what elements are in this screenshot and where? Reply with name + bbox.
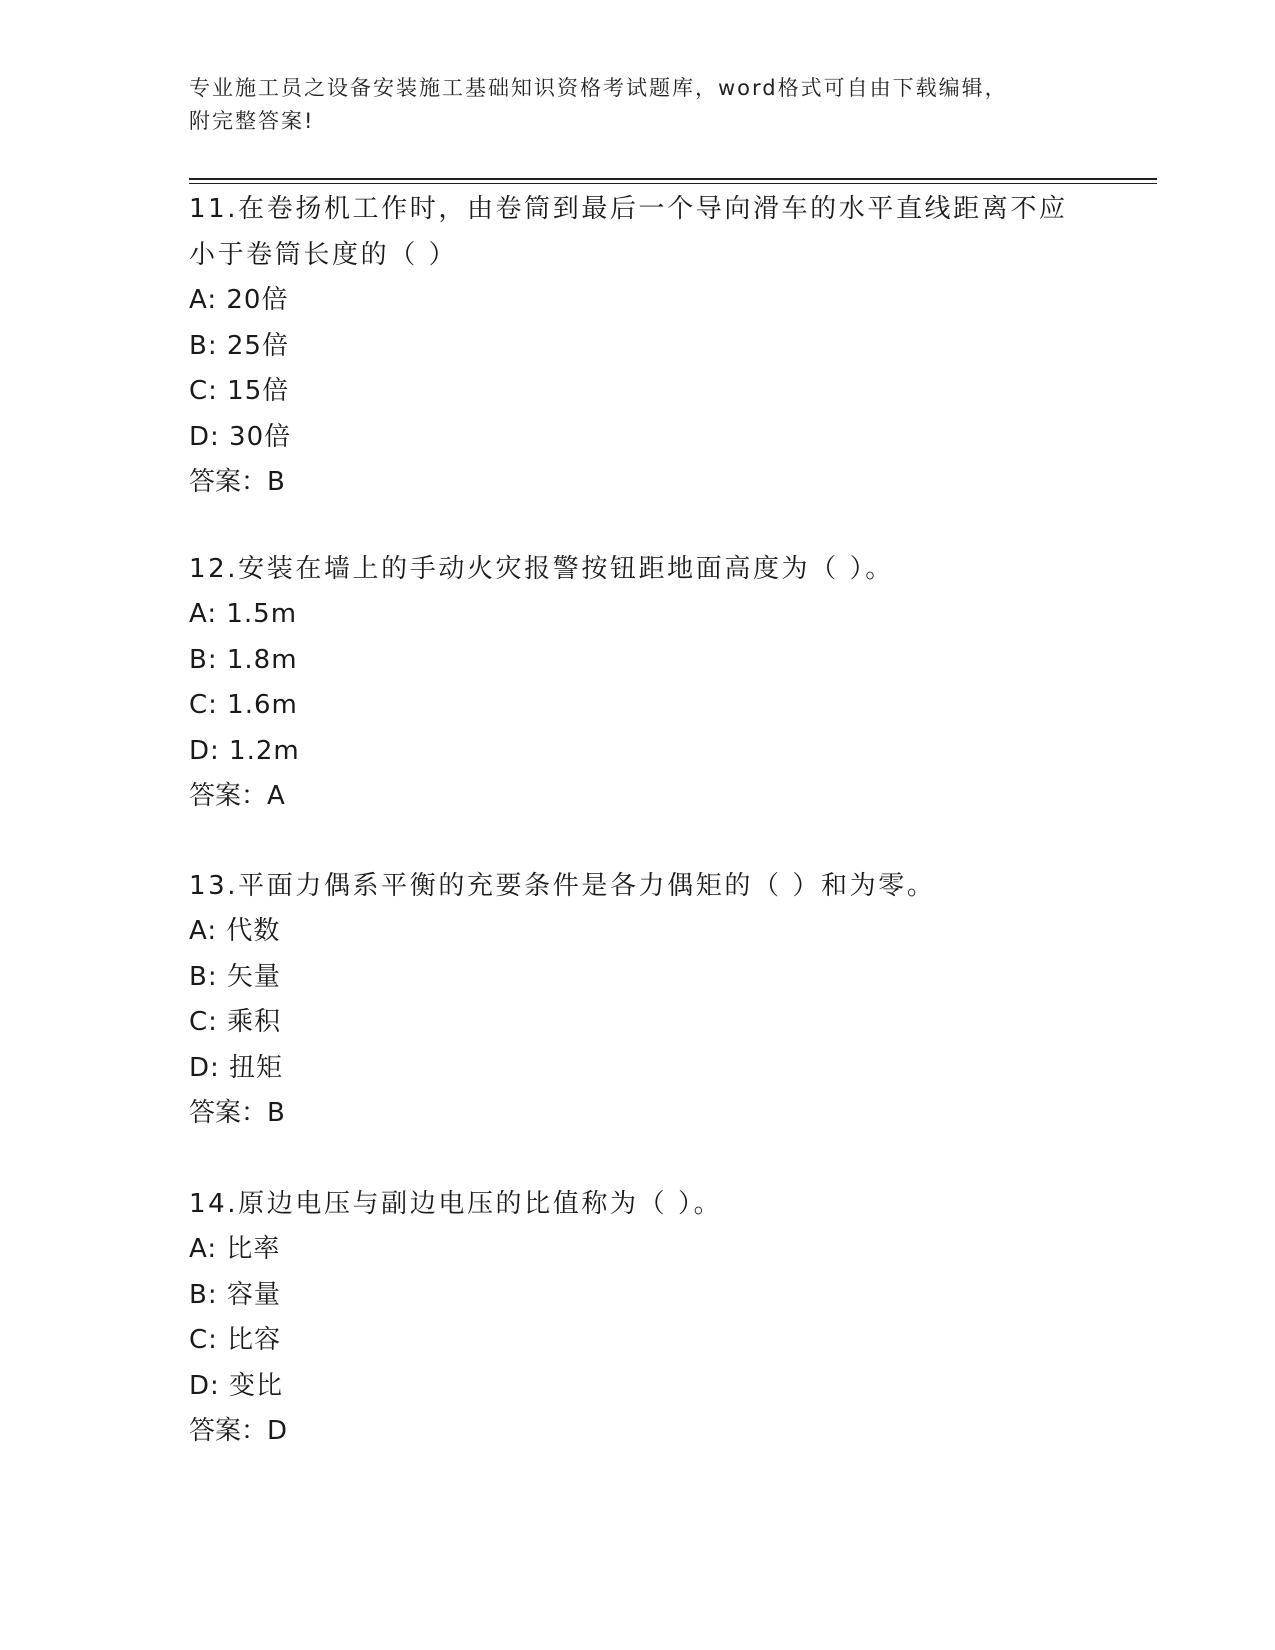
answer-line: 答案：B	[189, 1098, 285, 1128]
question-stem: 14.原边电压与副边电压的比值称为（ ）。	[189, 1189, 723, 1219]
option-a: A: 20倍	[189, 285, 289, 315]
option-d: D: 变比	[189, 1370, 284, 1401]
question-12	[189, 546, 1089, 820]
header-divider-thick	[189, 178, 1157, 180]
option-c: C: 比容	[189, 1325, 282, 1355]
document-header	[189, 72, 1089, 138]
answer-line: 答案：D	[189, 1416, 288, 1446]
option-a: A: 1.5m	[189, 599, 298, 629]
option-b: B: 矢量	[189, 961, 281, 992]
question-11	[189, 186, 1089, 506]
question-stem: 13.平面力偶系平衡的充要条件是各力偶矩的（ ）和为零。	[189, 871, 936, 901]
option-a: A: 比率	[189, 1234, 281, 1264]
option-c: C: 1.6m	[189, 690, 298, 720]
option-b: B: 25倍	[189, 330, 289, 361]
header-line-1: 专业施工员之设备安装施工基础知识资格考试题库，word格式可自由下载编辑，	[189, 76, 1008, 100]
option-d: D: 扭矩	[189, 1052, 284, 1083]
question-13	[189, 863, 1089, 1137]
answer-line: 答案：A	[189, 781, 285, 811]
option-c: C: 15倍	[189, 376, 290, 406]
option-d: D: 30倍	[189, 421, 292, 452]
header-line-2: 附完整答案!	[189, 109, 315, 133]
answer-line: 答案：B	[189, 467, 285, 497]
option-c: C: 乘积	[189, 1007, 282, 1037]
option-b: B: 1.8m	[189, 644, 298, 675]
question-stem: 11.在卷扬机工作时，由卷筒到最后一个导向滑车的水平直线距离不应小于卷筒长度的（ ）	[189, 194, 1068, 270]
option-b: B: 容量	[189, 1279, 281, 1310]
option-a: A: 代数	[189, 916, 281, 946]
question-stem: 12.安装在墙上的手动火灾报警按钮距地面高度为（ ）。	[189, 554, 894, 584]
question-14	[189, 1181, 1089, 1455]
header-divider-thin	[189, 183, 1157, 184]
option-d: D: 1.2m	[189, 735, 300, 766]
